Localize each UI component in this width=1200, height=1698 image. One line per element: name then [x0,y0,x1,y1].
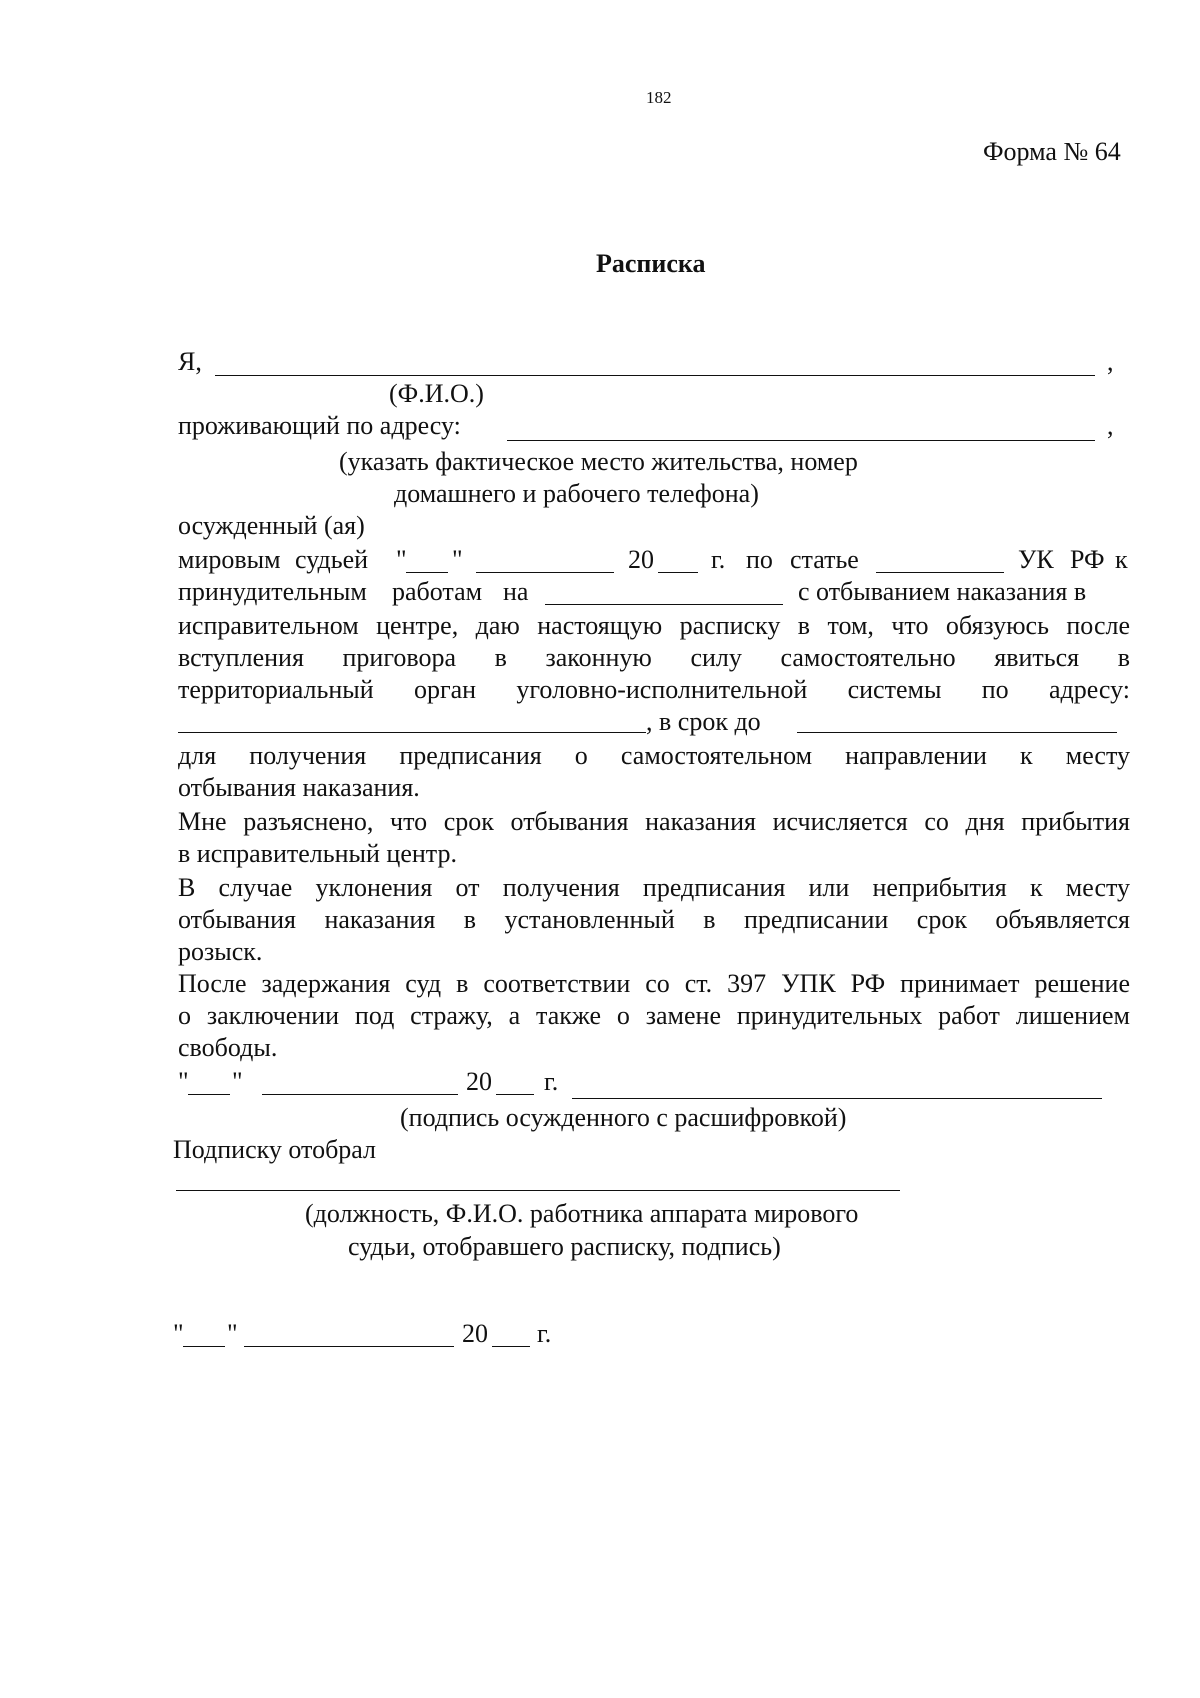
para4-line2: о заключении под стражу, а также о замене принудительных работ лишением [178,1001,1130,1030]
judge-k: к [1115,545,1128,574]
forced-w4: с отбыванием наказания в [798,577,1087,606]
forced-w3: на [503,577,529,606]
address-comma: , [1107,411,1114,440]
convicted-label: осужденный (ая) [178,511,365,540]
deadline-label: , в срок до [646,707,761,736]
judge-year-prefix: 20 [628,545,654,574]
official-line [176,1190,900,1191]
para1-line1: исправительном центре, даю настоящую расписку в том, что обязуюсь после [178,611,1130,640]
address-caption-1: (указать фактическое место жительства, номер [339,447,858,476]
para3-line1: В случае уклонения от получения предписания или неприбытия к месту [178,873,1130,902]
forced-w2: работам [392,577,483,606]
para1-line3: территориальный орган уголовно-исполнительной системы по адресу: [178,675,1130,704]
address-label: проживающий по адресу: [178,411,461,440]
address-line [507,440,1095,441]
sign-month-blank [262,1094,458,1095]
official-caption-1: (должность, Ф.И.О. работника аппарата мирового [305,1199,859,1228]
judge-day-blank [406,572,448,573]
para4-line1: После задержания суд в соответствии со ст. 397 УПК РФ принимает решение [178,969,1130,998]
sign-date-close-quote: " [232,1067,243,1096]
fio-line [215,375,1095,376]
judge-month-blank [476,572,614,573]
para4-line3: свободы. [178,1033,278,1062]
forced-w1: принудительным [178,577,367,606]
article-blank [876,572,1004,573]
term-blank [545,604,783,605]
form-number: Форма № 64 [983,137,1121,166]
judge-rf: РФ [1070,545,1105,574]
para2-line2: в исправительный центр. [178,839,457,868]
document-title: Расписка [596,249,706,278]
judge-open-quote: " [396,545,407,574]
taken-by-label: Подписку отобрал [173,1135,377,1164]
sign-year-prefix: 20 [466,1067,492,1096]
judge-year-suffix: г. [711,545,726,574]
authority-address-line [178,732,646,733]
judge-statya: статье [790,545,859,574]
para3-line3: розыск. [178,937,263,966]
final-date-close-quote: " [227,1319,238,1348]
page-number: 182 [646,88,672,107]
judge-uk: УК [1018,545,1054,574]
para1-line2: вступления приговора в законную силу самостоятельно явиться в [178,643,1130,672]
judge-close-quote: " [452,545,463,574]
final-month-blank [244,1346,454,1347]
final-year-prefix: 20 [462,1319,488,1348]
sign-year-suffix: г. [544,1067,559,1096]
fio-comma: , [1107,347,1114,376]
final-year-blank [492,1346,530,1347]
sign-year-blank [496,1094,534,1095]
official-caption-2: судьи, отобравшего расписку, подпись) [348,1232,781,1261]
address-caption-2: домашнего и рабочего телефона) [394,479,759,508]
signature-caption: (подпись осужденного с расшифровкой) [400,1103,847,1132]
para2-line1: Мне разъяснено, что срок отбывания наказания исчисляется со дня прибытия [178,807,1130,836]
final-day-blank [183,1346,225,1347]
sign-date-open-quote: " [178,1067,189,1096]
judge-w1: мировым [178,545,281,574]
deadline-line [797,732,1117,733]
final-date-open-quote: " [173,1319,184,1348]
judge-po: по [746,545,773,574]
para1-line6: отбывания наказания. [178,773,420,802]
final-year-suffix: г. [537,1319,552,1348]
ya-label: Я, [178,347,202,376]
judge-w2: судьей [295,545,369,574]
judge-year-blank [658,572,698,573]
convict-signature-line [572,1098,1102,1099]
sign-day-blank [188,1094,230,1095]
para1-line5: для получения предписания о самостоятельном направлении к месту [178,741,1130,770]
fio-caption: (Ф.И.О.) [389,379,484,408]
para3-line2: отбывания наказания в установленный в предписании срок объявляется [178,905,1130,934]
